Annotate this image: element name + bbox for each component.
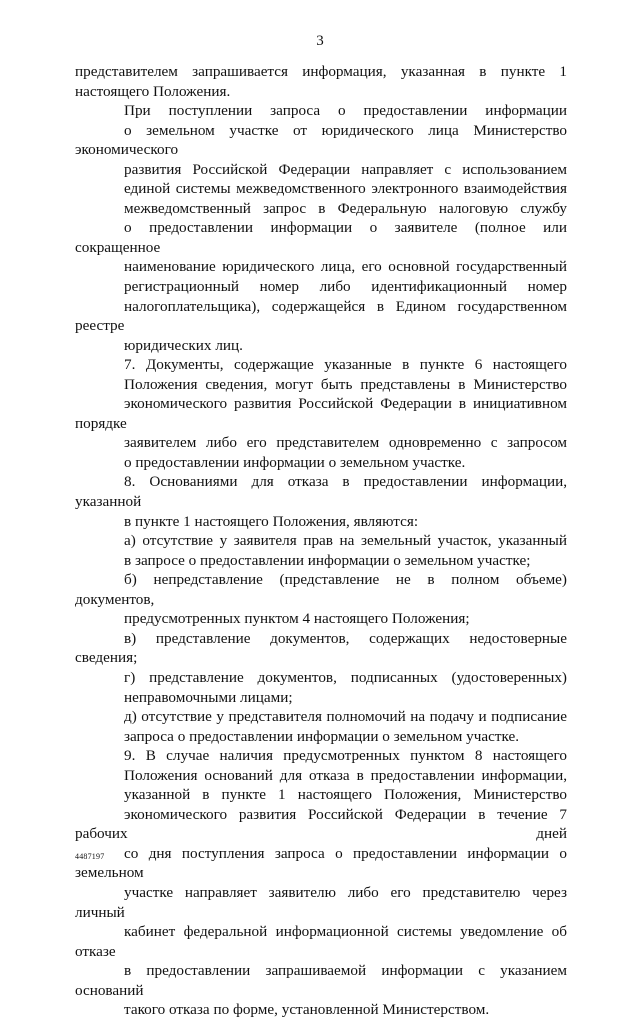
text-line: юридических лиц.: [124, 336, 243, 354]
text-line: наименование юридического лица, его основной государственный: [124, 258, 567, 276]
text-line: При поступлении запроса о предоставлении информации: [124, 102, 567, 120]
text-line: запроса о предоставлении информации о земельном участке.: [124, 727, 520, 745]
paragraph: [75, 531, 567, 570]
text-line: экономического развития Российской Федерации в течение 7 рабочих дней: [75, 805, 567, 843]
text-line: развития Российской Федерации направляет с использованием: [124, 160, 567, 178]
text-line: Положения оснований для отказа в предоставлении информации,: [124, 766, 567, 784]
text-line: д) отсутствие у представителя полномочий на подачу и подписание: [124, 708, 567, 726]
paragraph: [75, 746, 567, 1020]
paragraph: [75, 62, 567, 101]
text-line: единой системы межведомственного электронного взаимодействия: [124, 180, 567, 198]
page-number: 3: [316, 33, 324, 49]
text-line: со дня поступления запроса о предоставлении информации о земельном: [75, 844, 567, 882]
paragraph: [75, 101, 567, 355]
text-line: представителем запрашивается информация, указанная в пункте 1: [75, 63, 567, 80]
text-line: кабинет федеральной информационной системы уведомление об отказе: [75, 923, 567, 960]
text-line: о земельном участке от юридического лица Министерство экономического: [75, 121, 567, 159]
document-code: 4487197: [75, 852, 105, 861]
text-line: б) непредставление (представление не в полном объеме) документов,: [75, 571, 567, 608]
text-line: предусмотренных пунктом 4 настоящего Положения;: [124, 610, 470, 628]
paragraph: [75, 668, 567, 707]
paragraph: [75, 570, 567, 629]
text-line: о предоставлении информации о заявителе (полное или сокращенное: [75, 219, 567, 256]
text-line: а) отсутствие у заявителя прав на земельный участок, указанный: [124, 532, 567, 550]
text-line: указанной в пункте 1 настоящего Положения, Министерство: [124, 786, 567, 804]
text-line: 9. В случае наличия предусмотренных пунктом 8 настоящего: [124, 747, 567, 765]
text-line: 8. Основаниями для отказа в предоставлении информации, указанной: [75, 473, 567, 511]
text-line: неправомочными лицами;: [124, 688, 293, 706]
text-line: экономического развития Российской Федерации в инициативном порядке: [75, 395, 567, 432]
text-line: в) представление документов, содержащих недостоверные сведения;: [75, 629, 567, 667]
text-line: 7. Документы, содержащие указанные в пункте 6 настоящего: [124, 356, 567, 374]
paragraph: [75, 629, 567, 668]
text-line: налогоплательщика), содержащейся в Едином государственном реестре: [75, 297, 567, 335]
paragraph: [75, 472, 567, 531]
text-line: в пункте 1 настоящего Положения, являются:: [124, 512, 419, 530]
text-line: Положения сведения, могут быть представлены в Министерство: [124, 375, 567, 393]
text-line: участке направляет заявителю либо его представителю через личный: [75, 883, 567, 921]
text-line: заявителем либо его представителем одновременно с запросом: [124, 434, 567, 452]
paragraph: [75, 355, 567, 472]
document-body: [75, 62, 567, 1020]
text-line: межведомственный запрос в Федеральную налоговую службу: [124, 199, 567, 217]
text-line: о предоставлении информации о земельном участке.: [124, 453, 466, 471]
paragraph: [75, 707, 567, 746]
text-line: такого отказа по форме, установленной Министерством.: [124, 1001, 490, 1019]
text-line: в предоставлении запрашиваемой информации с указанием оснований: [75, 962, 567, 999]
text-line: настоящего Положения.: [75, 82, 231, 100]
text-line: регистрационный номер либо идентификационный номер: [124, 278, 567, 296]
text-line: г) представление документов, подписанных (удостоверенных): [124, 668, 567, 686]
text-line: в запросе о предоставлении информации о земельном участке;: [124, 551, 531, 569]
